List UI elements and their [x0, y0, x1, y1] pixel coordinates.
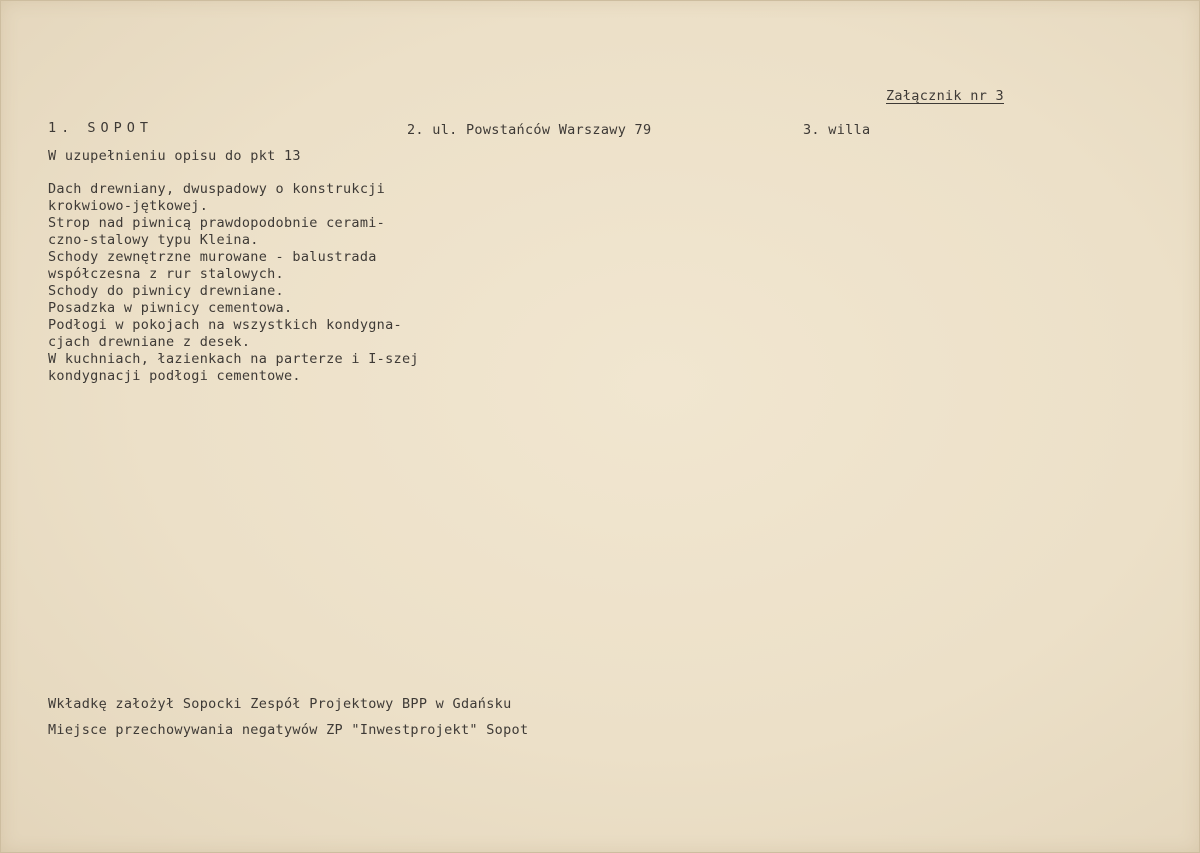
- description-line: Podłogi w pokojach na wszystkich kondygna-: [48, 317, 402, 333]
- city-field: 1. SOPOT: [48, 120, 154, 136]
- street-field: 2. ul. Powstańców Warszawy 79: [407, 122, 652, 138]
- description-line: Posadzka w piwnicy cementowa.: [48, 300, 293, 316]
- description-line: cjach drewniane z desek.: [48, 334, 251, 350]
- footer-storage-line: Miejsce przechowywania negatywów ZP "Inwestprojekt" Sopot: [48, 722, 529, 738]
- footer-author-line: Wkładkę założył Sopocki Zespół Projektowy BPP w Gdańsku: [48, 696, 512, 712]
- description-line: W kuchniach, łazienkach na parterze i I-szej: [48, 351, 419, 367]
- description-line: czno-stalowy typu Kleina.: [48, 232, 259, 248]
- building-type-field: 3. willa: [803, 122, 871, 138]
- subtitle: W uzupełnieniu opisu do pkt 13: [48, 148, 301, 164]
- description-line: kondygnacji podłogi cementowe.: [48, 368, 301, 384]
- description-text: [48, 181, 419, 385]
- description-line: współczesna z rur stalowych.: [48, 266, 284, 282]
- description-line: Schody zewnętrzne murowane - balustrada: [48, 249, 377, 265]
- description-line: Schody do piwnicy drewniane.: [48, 283, 284, 299]
- description-line: Dach drewniany, dwuspadowy o konstrukcji: [48, 181, 386, 197]
- description-line: krokwiowo-jętkowej.: [48, 198, 209, 214]
- annex-label: Załącznik nr 3: [886, 88, 1004, 104]
- description-line: Strop nad piwnicą prawdopodobnie cerami-: [48, 215, 386, 231]
